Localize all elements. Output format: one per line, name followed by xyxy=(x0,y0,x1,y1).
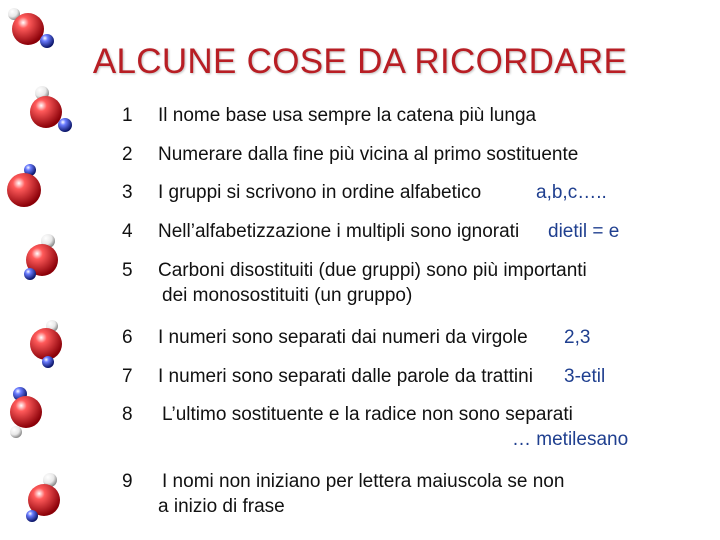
molecule-icon xyxy=(24,84,76,136)
item-text: Nell’alfabetizzazione i multipli sono ignorati xyxy=(158,221,520,242)
item-text: Carboni disostituiti (due gruppi) sono più importanti xyxy=(158,260,587,281)
page-title: ALCUNE COSE DA RICORDARE xyxy=(92,42,628,81)
item-text: I numeri sono separati dai numeri da virgole xyxy=(158,327,528,348)
molecule-icon xyxy=(20,470,72,526)
item-number: 4 xyxy=(122,221,133,242)
molecule-icon xyxy=(20,232,72,284)
item-number: 8 xyxy=(122,404,133,425)
item-text-continued: a inizio di frase xyxy=(158,496,285,517)
item-text: I gruppi si scrivono in ordine alfabetico xyxy=(158,182,482,203)
molecule-icon xyxy=(22,318,74,370)
item-number: 3 xyxy=(122,182,133,203)
item-example: … metilesano xyxy=(512,429,629,450)
item-text-continued: dei monosostituiti (un gruppo) xyxy=(162,285,413,306)
item-number: 1 xyxy=(122,105,133,126)
molecule-icon xyxy=(2,162,54,214)
item-number: 5 xyxy=(122,260,133,281)
item-example: a,b,c….. xyxy=(536,182,607,203)
item-number: 6 xyxy=(122,327,133,348)
item-example: 2,3 xyxy=(564,327,591,348)
item-text: I numeri sono separati dalle parole da trattini xyxy=(158,366,533,387)
item-text: L’ultimo sostituente e la radice non sono separati xyxy=(162,404,573,425)
item-text: Numerare dalla fine più vicina al primo sostituente xyxy=(158,144,579,165)
molecule-icon xyxy=(2,384,54,444)
item-number: 7 xyxy=(122,366,133,387)
item-text: I nomi non iniziano per lettera maiuscola se non xyxy=(162,471,565,492)
item-example: 3-etil xyxy=(564,366,606,387)
item-number: 2 xyxy=(122,144,133,165)
item-text: Il nome base usa sempre la catena più lunga xyxy=(158,105,537,126)
item-example: dietil = e xyxy=(548,221,620,242)
item-number: 9 xyxy=(122,471,133,492)
